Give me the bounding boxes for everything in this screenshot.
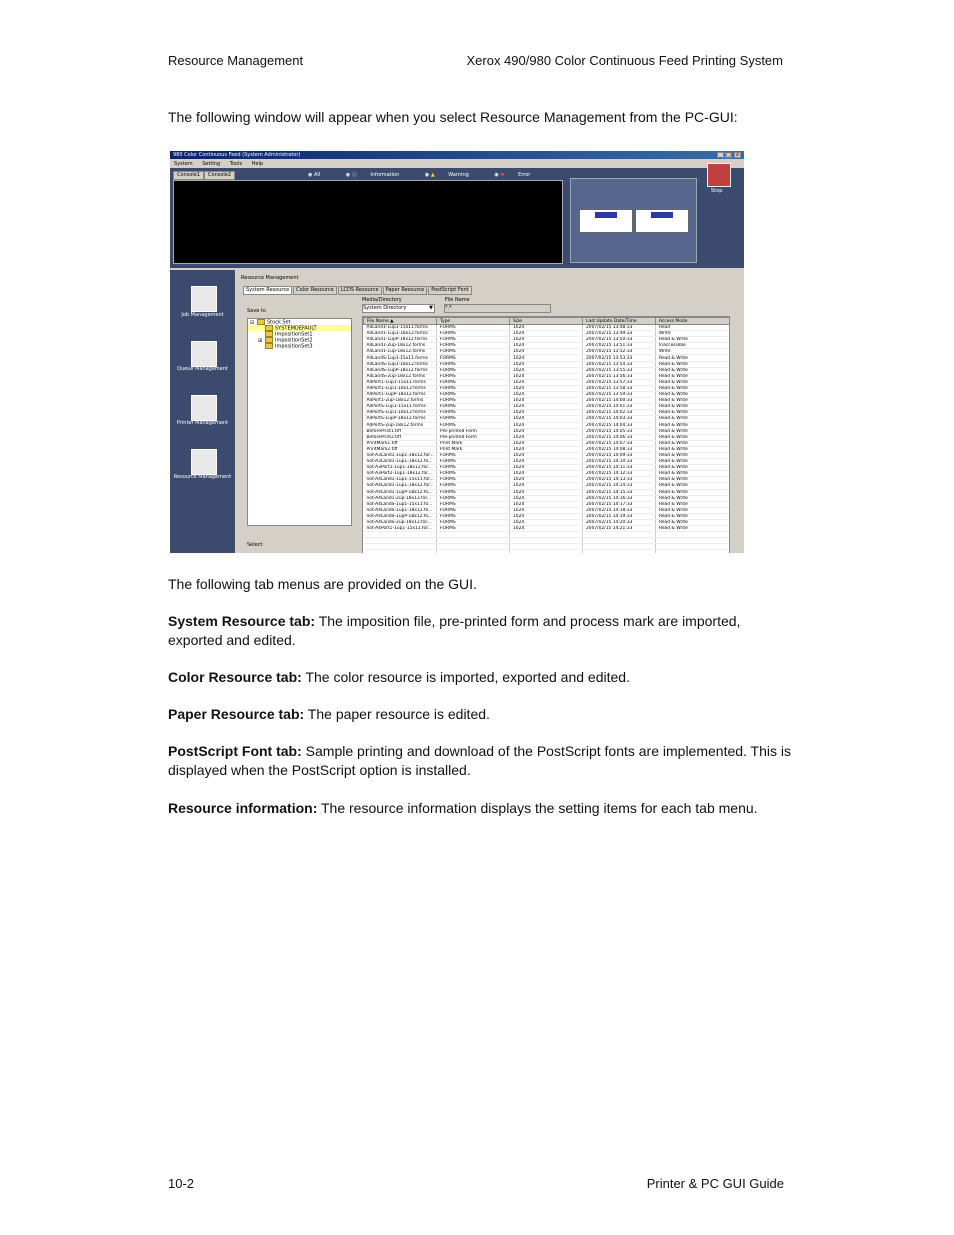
table-cell: not-A4LandS-1upP-18x12.fo... [364, 513, 437, 519]
table-cell: FORMS [437, 459, 510, 465]
printer-management-icon[interactable] [191, 395, 217, 421]
table-cell: A4Land1-2up-18x12.forms [364, 343, 437, 349]
table-cell: 1024 [510, 343, 583, 349]
console-tabs [173, 171, 235, 179]
table-cell: A4LandS-1upP-18x12.forms [364, 367, 437, 373]
table-cell: Write [656, 349, 730, 355]
table-cell: Pre-printed Form [437, 434, 510, 440]
column-header[interactable]: Type [437, 318, 510, 325]
table-cell: 1024 [510, 501, 583, 507]
table-cell: Read & Write [656, 434, 730, 440]
folder-tree[interactable] [247, 318, 352, 526]
table-cell: 1024 [510, 507, 583, 513]
table-cell: Read & Write [656, 361, 730, 367]
table-cell: Read & Write [656, 398, 730, 404]
table-cell: BeforePrint2.tiff [364, 434, 437, 440]
table-cell: Read & Write [656, 446, 730, 452]
table-cell: 2007/02/15 14:16:33 [583, 495, 656, 501]
table-cell: FORMS [437, 373, 510, 379]
resource-management-window [170, 151, 744, 553]
table-cell: 2007/02/15 14:19:33 [583, 513, 656, 519]
table-cell: A4Land1-1up1-18x12.forms [364, 331, 437, 337]
table-cell: 2007/02/15 14:14:33 [583, 483, 656, 489]
table-cell: 1024 [510, 325, 583, 331]
table-cell: 1024 [510, 422, 583, 428]
table-cell: 1024 [510, 428, 583, 434]
table-cell: FORMS [437, 471, 510, 477]
tree-node-label: ImpositionSet3 [275, 343, 313, 350]
table-cell: 2007/02/15 13:59:33 [583, 392, 656, 398]
table-cell: FORMS [437, 495, 510, 501]
message-filters [308, 171, 554, 178]
table-cell: A4PortS-2up-18x12.forms [364, 422, 437, 428]
left-navigation [170, 270, 235, 553]
table-cell: Read & Write [656, 495, 730, 501]
column-header[interactable]: Size [510, 318, 583, 325]
table-cell: 1024 [510, 349, 583, 355]
tree-expander-icon[interactable]: ⊟ [250, 319, 255, 326]
error-icon: ✖ [500, 172, 505, 178]
table-cell: Print Mark [437, 440, 510, 446]
table-cell: Read & Write [656, 422, 730, 428]
resource-table [362, 316, 730, 553]
table-cell: FORMS [437, 337, 510, 343]
table-cell: not-A3Port1-1up1-18x12.for... [364, 465, 437, 471]
table-cell: not-A4LandS-1up1-18x12.fo... [364, 507, 437, 513]
table-cell: FORMS [437, 325, 510, 331]
running-header-product: Xerox 490/980 Color Continuous Feed Printing System [466, 53, 783, 68]
tree-node[interactable] [248, 343, 351, 349]
table-cell: 2007/02/15 14:10:33 [583, 459, 656, 465]
table-cell: 2007/02/15 14:00:33 [583, 398, 656, 404]
table-cell: 2007/02/15 14:06:33 [583, 434, 656, 440]
table-cell: 2007/02/15 14:15:33 [583, 489, 656, 495]
tree-node-label: ImpositionSet1 [275, 331, 313, 338]
table-cell: 1024 [510, 440, 583, 446]
warning-icon: ▲ [430, 172, 435, 178]
table-cell: FORMS [437, 422, 510, 428]
table-cell: 1024 [510, 513, 583, 519]
tab-description-term: Resource information: [168, 800, 318, 816]
table-cell: Read [656, 325, 730, 331]
table-cell: FORMS [437, 489, 510, 495]
table-cell: 2007/02/15 14:09:33 [583, 452, 656, 458]
table-cell: 1024 [510, 452, 583, 458]
media-directory-label: Media/Directory [362, 297, 402, 303]
tab-description [168, 799, 798, 818]
table-cell: 1024 [510, 361, 583, 367]
table-cell [437, 550, 510, 553]
tab-postscript-font[interactable]: PostScript Font [428, 286, 471, 295]
table-cell: 2007/02/15 14:13:33 [583, 477, 656, 483]
table-cell: FORMS [437, 465, 510, 471]
table-cell: FORMS [437, 507, 510, 513]
table-cell: 1024 [510, 446, 583, 452]
tab-console1[interactable]: Console1 [173, 171, 204, 180]
table-cell: Write [656, 331, 730, 337]
stop-label: Stop [711, 188, 723, 194]
table-cell: 1024 [510, 355, 583, 361]
tab-color-resource[interactable]: Color Resource [293, 286, 337, 295]
table-cell: Read & Write [656, 489, 730, 495]
select-label: Select [247, 542, 263, 548]
tab-description-term: Color Resource tab: [168, 669, 302, 685]
table-cell: not-A3Port2-1up1-18x12.for... [364, 471, 437, 477]
save-to-label: Save to [247, 308, 266, 314]
table-cell: Pre-printed Form [437, 428, 510, 434]
table-cell: FORMS [437, 367, 510, 373]
running-header-title: Resource Management [168, 53, 304, 68]
table-cell: 2007/02/15 14:05:33 [583, 428, 656, 434]
tab-description-text: The imposition file, pre-printed form and process mark are imported, exported and edited. [168, 613, 741, 648]
info-icon: ⓘ [351, 172, 357, 178]
table-cell: 2007/02/15 13:50:33 [583, 337, 656, 343]
menu-help[interactable]: Help [251, 161, 264, 167]
table-cell: 2007/02/15 14:20:33 [583, 520, 656, 526]
table-cell: Read & Write [656, 379, 730, 385]
table-cell: 1024 [510, 410, 583, 416]
table-cell: FORMS [437, 477, 510, 483]
table-cell: Read & Write [656, 410, 730, 416]
tab-lcds-resource[interactable]: LCDS Resource [338, 286, 382, 295]
table-cell: FORMS [437, 385, 510, 391]
filter-information-label: Information [370, 172, 400, 178]
table-cell: 2007/02/15 13:52:33 [583, 349, 656, 355]
table-cell: Print Mark [437, 446, 510, 452]
filter-all-label: All [313, 172, 321, 178]
menu-tools[interactable]: Tools [229, 161, 243, 167]
table-cell: Read & Write [656, 477, 730, 483]
table-cell: Read & Write [656, 465, 730, 471]
table-cell: 1024 [510, 459, 583, 465]
table-cell: A4PortS-1upP-18x12.forms [364, 416, 437, 422]
table-cell: 1024 [510, 367, 583, 373]
printer-icon [579, 209, 633, 233]
table-cell: 1024 [510, 471, 583, 477]
nav-label-resource: Resource Management [173, 474, 232, 480]
job-management-icon[interactable] [191, 286, 217, 312]
table-cell: 1024 [510, 434, 583, 440]
table-cell: 2007/02/15 13:49:33 [583, 331, 656, 337]
tab-description-text: The paper resource is edited. [304, 706, 490, 722]
table-cell: 1024 [510, 373, 583, 379]
tab-description [168, 668, 798, 687]
window-title: 980 Color Continuous Feed (System Administrator) [170, 151, 744, 159]
table-cell: Read & Write [656, 471, 730, 477]
panel-title: Resource Management [241, 275, 299, 281]
table-cell: 2007/02/15 13:57:33 [583, 379, 656, 385]
table-cell: not-A4Land1-2up-18x12.for... [364, 495, 437, 501]
resource-management-icon[interactable] [191, 449, 217, 475]
table-cell: 1024 [510, 465, 583, 471]
menu-setting[interactable]: Setting [202, 161, 221, 167]
table-cell: 2007/02/15 14:08:33 [583, 446, 656, 452]
table-cell: not-A4Land1-1upP-18x12.fo... [364, 489, 437, 495]
table-cell: A4Land1-1up1-15x11.forms [364, 325, 437, 331]
file-name-input[interactable]: *.* [444, 304, 551, 313]
table-cell: A4LandS-1up1-15x11.forms [364, 355, 437, 361]
tab-description-term: Paper Resource tab: [168, 706, 305, 722]
table-cell: A4PortS-1up1-18x12.forms [364, 410, 437, 416]
table-cell: Read & Write [656, 507, 730, 513]
console-area [170, 168, 744, 268]
nav-label-job: Job Management [181, 312, 224, 318]
tree-node-label: SYSTEMDEFAULT [275, 325, 317, 332]
page-number: 10-2 [168, 1176, 195, 1191]
table-cell: BeforePrint1.tiff [364, 428, 437, 434]
table-cell: 2007/02/15 13:51:33 [583, 343, 656, 349]
maximize-button[interactable]: □ [726, 152, 731, 158]
table-cell: 1024 [510, 385, 583, 391]
table-cell: not-A4LandS-1up1-15x11.fo... [364, 501, 437, 507]
table-cell: 2007/02/15 14:03:33 [583, 416, 656, 422]
table-cell: 1024 [510, 379, 583, 385]
table-cell: 2007/02/15 14:17:33 [583, 501, 656, 507]
media-directory-select[interactable] [362, 304, 435, 313]
table-cell: 2007/02/15 13:55:33 [583, 367, 656, 373]
tree-expander-icon[interactable]: ⊞ [258, 337, 263, 344]
table-cell: FORMS [437, 392, 510, 398]
table-cell: Read & Write [656, 355, 730, 361]
table-cell: A4Land1-1up-18x12.forms [364, 349, 437, 355]
tab-paper-resource[interactable]: Paper Resource [383, 286, 428, 295]
tabs-intro: The following tab menus are provided on the GUI. [168, 576, 477, 592]
table-cell: FORMS [437, 526, 510, 532]
table-cell: 1024 [510, 337, 583, 343]
chevron-down-icon: ▼ [429, 305, 433, 311]
table-cell: 1024 [510, 495, 583, 501]
filter-information[interactable]: ◉ ⓘ Information [345, 172, 400, 178]
table-cell: FORMS [437, 520, 510, 526]
table-cell: 2007/02/15 13:56:33 [583, 373, 656, 379]
table-cell: Read & Write [656, 373, 730, 379]
table-cell: Read & Write [656, 428, 730, 434]
table-cell: FORMS [437, 331, 510, 337]
table-cell: 2007/02/15 14:04:33 [583, 422, 656, 428]
tab-description-text: The resource information displays the setting items for each tab menu. [317, 800, 758, 816]
table-cell: 2007/02/15 13:58:33 [583, 385, 656, 391]
table-cell: 1024 [510, 489, 583, 495]
table-cell: not-A3Land1-1up1-18x12.fo... [364, 459, 437, 465]
table-cell: 2007/02/15 14:21:33 [583, 526, 656, 532]
table-cell: Read & Write [656, 520, 730, 526]
table-cell: A4LandS-2up-18x12.forms [364, 373, 437, 379]
table-cell: FORMS [437, 361, 510, 367]
tab-description [168, 705, 798, 724]
table-cell: not-A4Land1-1up1-18x12.for... [364, 483, 437, 489]
tree-node-label: ImpositionSet2 [275, 337, 313, 344]
table-cell: Read & Write [656, 392, 730, 398]
table-cell [583, 550, 656, 553]
tree-node-label: Stock Set [267, 319, 291, 326]
table-cell: 1024 [510, 398, 583, 404]
table-cell: FORMS [437, 513, 510, 519]
table-cell: FORMS [437, 398, 510, 404]
table-cell: PrintMark2.tiff [364, 446, 437, 452]
table-cell: A4LandS-1up1-18x12.forms [364, 361, 437, 367]
folder-icon [265, 343, 273, 349]
menu-bar [170, 160, 744, 168]
table-cell: not-A4Port1-1up1-15x11.for... [364, 526, 437, 532]
column-header[interactable]: Last Update Date/Time [583, 318, 656, 325]
table-cell: 2007/02/15 13:48:33 [583, 325, 656, 331]
table-cell: FORMS [437, 501, 510, 507]
table-cell: 2007/02/15 14:18:33 [583, 507, 656, 513]
table-cell: Read & Write [656, 513, 730, 519]
table-cell: 2007/02/15 13:53:33 [583, 355, 656, 361]
table-cell: PrintMark1.tiff [364, 440, 437, 446]
tab-description-text: The color resource is imported, exported and edited. [301, 669, 630, 685]
tab-console2[interactable]: Console2 [204, 171, 235, 180]
table-cell: FORMS [437, 343, 510, 349]
table-cell: Read & Write [656, 501, 730, 507]
table-cell: FORMS [437, 483, 510, 489]
table-cell: 1024 [510, 392, 583, 398]
resource-tabs [243, 286, 473, 295]
table-cell: 1024 [510, 526, 583, 532]
table-cell: 1024 [510, 520, 583, 526]
table-cell: Read & Write [656, 416, 730, 422]
filter-all[interactable]: ◉ All [308, 172, 321, 178]
minimize-button[interactable]: _ [717, 152, 724, 158]
filter-warning-label: Warning [448, 172, 469, 178]
tab-description-text: Sample printing and download of the PostScript fonts are implemented. This is displayed when the PostScript option is installed. [168, 743, 792, 778]
table-cell: FORMS [437, 416, 510, 422]
table-cell: 1024 [510, 404, 583, 410]
table-cell: 1024 [510, 483, 583, 489]
table-cell: Read & Write [656, 367, 730, 373]
table-cell: 2007/02/15 14:12:33 [583, 471, 656, 477]
filter-error[interactable]: ◉ ✖ Error [494, 172, 531, 178]
menu-system[interactable]: System [174, 161, 193, 167]
nav-label-queue: Queue Management [177, 366, 228, 372]
table-cell: not-A3Land1-1up1-18x12.for... [364, 452, 437, 458]
table-cell: 2007/02/15 14:02:33 [583, 410, 656, 416]
table-cell: FORMS [437, 379, 510, 385]
tab-description [168, 742, 798, 780]
nav-label-printer: Printer Management [176, 420, 229, 426]
table-cell [364, 550, 437, 553]
queue-management-icon[interactable] [191, 341, 217, 367]
guide-title: Printer & PC GUI Guide [646, 1176, 784, 1191]
table-cell: A4Land1-1upP-18x12.forms [364, 337, 437, 343]
close-button[interactable]: x [734, 152, 741, 158]
table-cell: Read & Write [656, 440, 730, 446]
table-cell: Read & Write [656, 337, 730, 343]
table-cell: FORMS [437, 355, 510, 361]
table-cell: FORMS [437, 410, 510, 416]
printer-icon [635, 209, 689, 233]
table-cell: 1024 [510, 331, 583, 337]
table-cell: Read & Write [656, 526, 730, 532]
table-cell: 2007/02/15 14:11:33 [583, 465, 656, 471]
printer-status-panel [570, 178, 697, 263]
filter-warning[interactable]: ◉ ▲ Warning [424, 172, 469, 178]
table-cell: Read & Write [656, 404, 730, 410]
tab-description [168, 612, 798, 650]
table-cell: FORMS [437, 404, 510, 410]
column-header[interactable]: File Name ▲ [364, 318, 437, 325]
stop-button[interactable] [707, 163, 731, 187]
table-cell: 1024 [510, 416, 583, 422]
table-cell [656, 550, 730, 553]
table-cell: not-A4Land1-1up1-15x11.for... [364, 477, 437, 483]
table-cell: FORMS [437, 452, 510, 458]
table-cell: not-A4LandS-2up-18x12.for... [364, 520, 437, 526]
table-cell: 2007/02/15 13:54:33 [583, 361, 656, 367]
table-cell [510, 550, 583, 553]
resource-management-panel [237, 270, 744, 553]
intro-paragraph: The following window will appear when you select Resource Management from the PC-GUI: [168, 109, 738, 125]
table-cell: A4Port1-1upP-18x12.forms [364, 392, 437, 398]
column-header[interactable]: Access Mode [656, 318, 730, 325]
table-cell: Read & Write [656, 385, 730, 391]
console-output[interactable] [173, 180, 563, 264]
empty-table-row [364, 550, 730, 553]
table-cell: 2007/02/15 14:01:33 [583, 404, 656, 410]
file-name-label: File Name [445, 297, 470, 303]
table-cell: A4PortS-1up1-15x11.forms [364, 404, 437, 410]
table-cell: FORMS [437, 349, 510, 355]
table-cell: Read & Write [656, 459, 730, 465]
table-cell: A4Port1-2up-18x12.forms [364, 398, 437, 404]
table-cell: A4Port1-1up1-18x12.forms [364, 385, 437, 391]
tab-system-resource[interactable]: System Resource [243, 286, 292, 295]
tab-description-term: System Resource tab: [168, 613, 316, 629]
table-cell: A4Port1-1up1-15x11.forms [364, 379, 437, 385]
filter-error-label: Error [518, 172, 531, 178]
tab-description-term: PostScript Font tab: [168, 743, 302, 759]
media-directory-value: System Directory [363, 305, 407, 311]
table-cell: Inaccessible [656, 343, 730, 349]
table-cell: 2007/02/15 14:07:33 [583, 440, 656, 446]
table-cell: 1024 [510, 477, 583, 483]
table-cell: Read & Write [656, 483, 730, 489]
table-cell: Read & Write [656, 452, 730, 458]
